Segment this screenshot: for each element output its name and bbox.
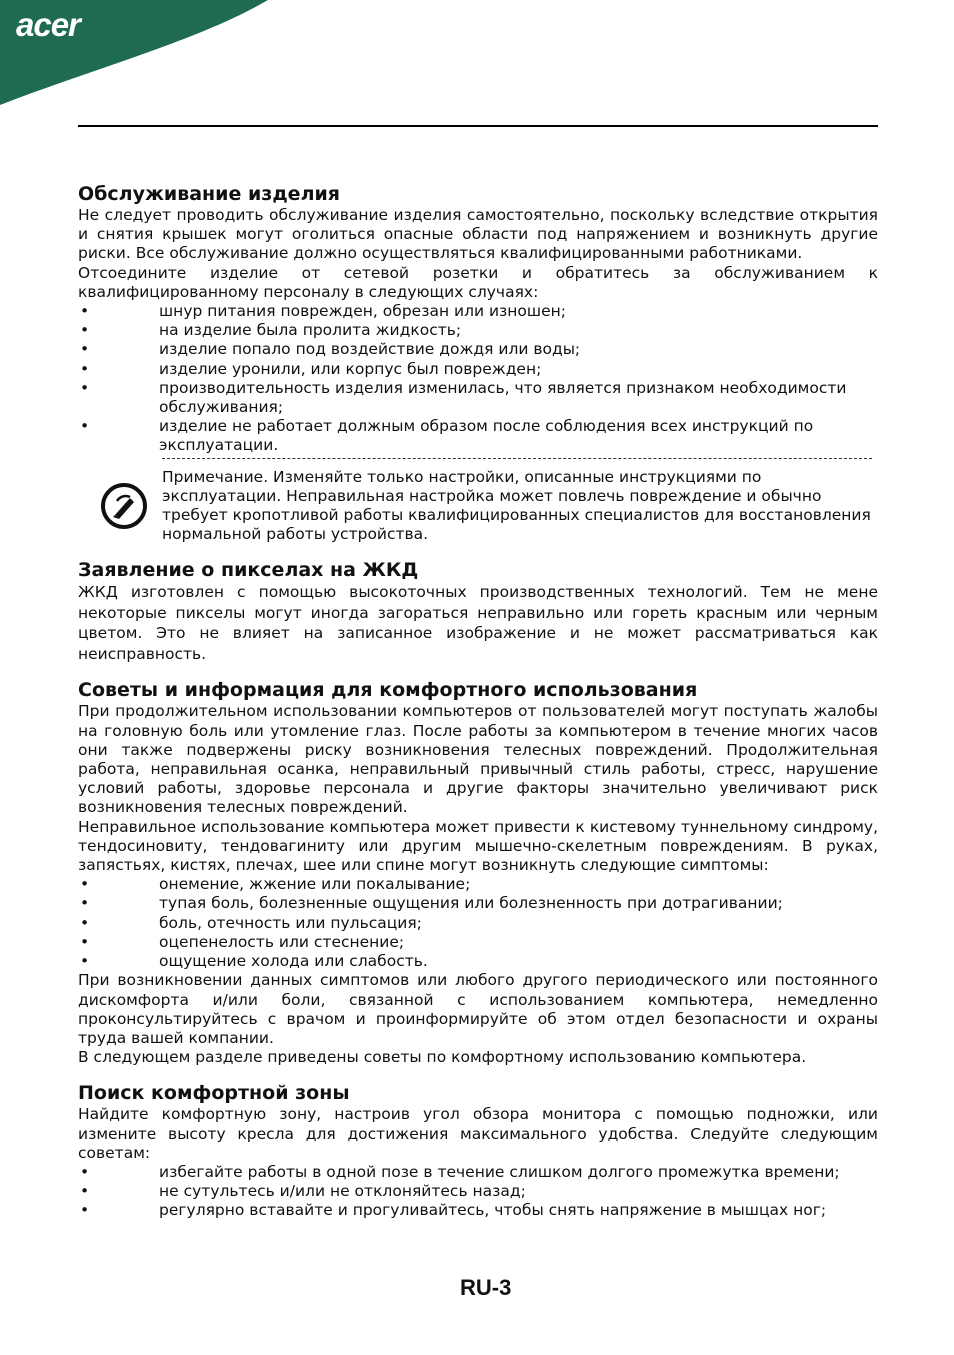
paragraph: При продолжительном использовании компьютеров от пользователей могут поступать жалобы на головную боль или утомление глаз. После работы за компьютером в течение многих часов они также подвержены риску возникновения телесных повреждений. Продолжительная работа, неправильная осанка, неправильный привычный стиль работы, стресс, нарушение условий работы, здоровье персонала и другие факторы значительно увеличивают риск возникновения телесных повреждений. [78, 702, 878, 817]
list-item [78, 1201, 878, 1220]
page-number: RU-3 [460, 1275, 512, 1300]
list-item [78, 340, 878, 359]
list-item [78, 1163, 878, 1182]
list-item [78, 417, 878, 455]
bullet-icon: • [80, 1162, 90, 1181]
section-title: Заявление о пикселах на ЖКД [78, 559, 419, 582]
bullet-list [78, 1163, 878, 1221]
page-content [78, 182, 878, 1235]
note-text: Примечание. Изменяйте только настройки, описанные инструкциями по эксплуатации. Неправильная настройка может повлечь повреждение и обычно требует кропотливой работы квалифицированных специалистов для восстановления нормальной работы устройства. [162, 467, 871, 544]
list-item-text: тупая боль, болезненные ощущения или болезненность при дотрагивании; [159, 894, 783, 913]
list-item-text: избегайте работы в одной позе в течение слишком долгого промежутка времени; [159, 1162, 840, 1181]
bullet-list [78, 875, 878, 971]
header-rule [78, 125, 878, 127]
acer-logo: acer [16, 6, 80, 43]
bullet-icon: • [80, 302, 90, 321]
list-item-text: не сутультесь и/или не отклоняйтесь назад; [159, 1182, 526, 1201]
list-item-text: изделие не работает должным образом после соблюдения всех инструкций по эксплуатации. [159, 417, 814, 455]
list-item-text: производительность изделия изменилась, что является признаком необходимости обслуживания; [159, 378, 847, 417]
section-service [78, 182, 878, 544]
bullet-icon: • [80, 378, 90, 397]
paragraph: В следующем разделе приведены советы по комфортному использованию компьютера. [78, 1048, 807, 1067]
list-item-text: ощущение холода или слабость. [159, 952, 428, 971]
bullet-icon: • [80, 1182, 90, 1201]
section-title: Советы и информация для комфортного использования [78, 679, 698, 702]
paragraph: Отсоедините изделие от сетевой розетки и обратитесь за обслуживанием к квалифицированному персоналу в следующих случаях: [78, 263, 878, 301]
list-item [78, 914, 878, 933]
bullet-icon: • [80, 913, 90, 932]
bullet-icon: • [80, 321, 90, 340]
bullet-icon: • [80, 417, 90, 436]
bullet-icon: • [80, 932, 90, 951]
list-item [78, 875, 878, 894]
bullet-icon: • [80, 1201, 90, 1220]
list-item [78, 933, 878, 952]
bullet-icon: • [80, 359, 90, 378]
list-item-text: изделие уронили, или корпус был поврежден; [159, 359, 542, 378]
list-item [78, 321, 878, 340]
list-item-text: оцепенелость или стеснение; [159, 932, 405, 951]
section-zone [78, 1081, 878, 1220]
paragraph: ЖКД изготовлен с помощью высокоточных производственных технологий. Тем не мене некоторые пикселы могут иногда загораться неправильно или гореть красным или черным цветом. Это не влияет на записанное изображение и не может рассматриваться как неисправность. [78, 583, 878, 663]
bullet-icon: • [80, 875, 90, 894]
bullet-icon: • [80, 894, 90, 913]
list-item [78, 379, 878, 417]
section-pixels [78, 558, 878, 664]
section-title: Обслуживание изделия [78, 183, 341, 205]
note-pencil-icon [100, 482, 148, 530]
paragraph: При возникновении данных симптомов или любого другого периодического или постоянного дискомфорта и/или боли, связанной с использованием компьютера, немедленно проконсультируйтесь с врачом и проинформируйте об этом отдел безопасности и охраны труда вашей компании. [78, 971, 878, 1047]
list-item-text: изделие попало под воздействие дождя или воды; [159, 340, 581, 359]
list-item-text: боль, отечность или пульсация; [159, 913, 422, 932]
list-item [78, 1182, 878, 1201]
bullet-icon: • [80, 340, 90, 359]
bullet-list [78, 302, 878, 456]
bullet-icon: • [80, 952, 90, 971]
paragraph: Не следует проводить обслуживание изделия самостоятельно, поскольку вследствие открытия и снятия крышек могут оголиться опасные области под напряжением и возникнуть другие риски. Все обслуживание должно осуществляться квалифицированными работниками. [78, 206, 878, 263]
list-item-text: шнур питания поврежден, обрезан или изношен; [159, 302, 566, 321]
list-item-text: на изделие была пролита жидкость; [159, 321, 462, 340]
paragraph: Найдите комфортную зону, настроив угол обзора монитора с помощью подножки, или измените высоту кресла для достижения максимального удобства. Следуйте следующим советам: [78, 1105, 878, 1162]
note-box [162, 458, 878, 545]
list-item-text: онемение, жжение или покалывание; [159, 875, 471, 894]
list-item [78, 360, 878, 379]
paragraph: Неправильное использование компьютера может привести к кистевому туннельному синдрому, тендосиновиту, тендовагиниту или другим мышечно-скелетным повреждениям. В руках, запястьях, кистях, плечах, шее или спине могут возникнуть следующие симптомы: [78, 817, 878, 875]
dashed-divider [162, 458, 872, 459]
list-item [78, 302, 878, 321]
section-comfort [78, 678, 878, 1067]
list-item [78, 894, 878, 913]
list-item [78, 952, 878, 971]
list-item-text: регулярно вставайте и прогуливайтесь, чтобы снять напряжение в мышцах ног; [159, 1201, 827, 1220]
section-title: Поиск комфортной зоны [78, 1082, 350, 1105]
